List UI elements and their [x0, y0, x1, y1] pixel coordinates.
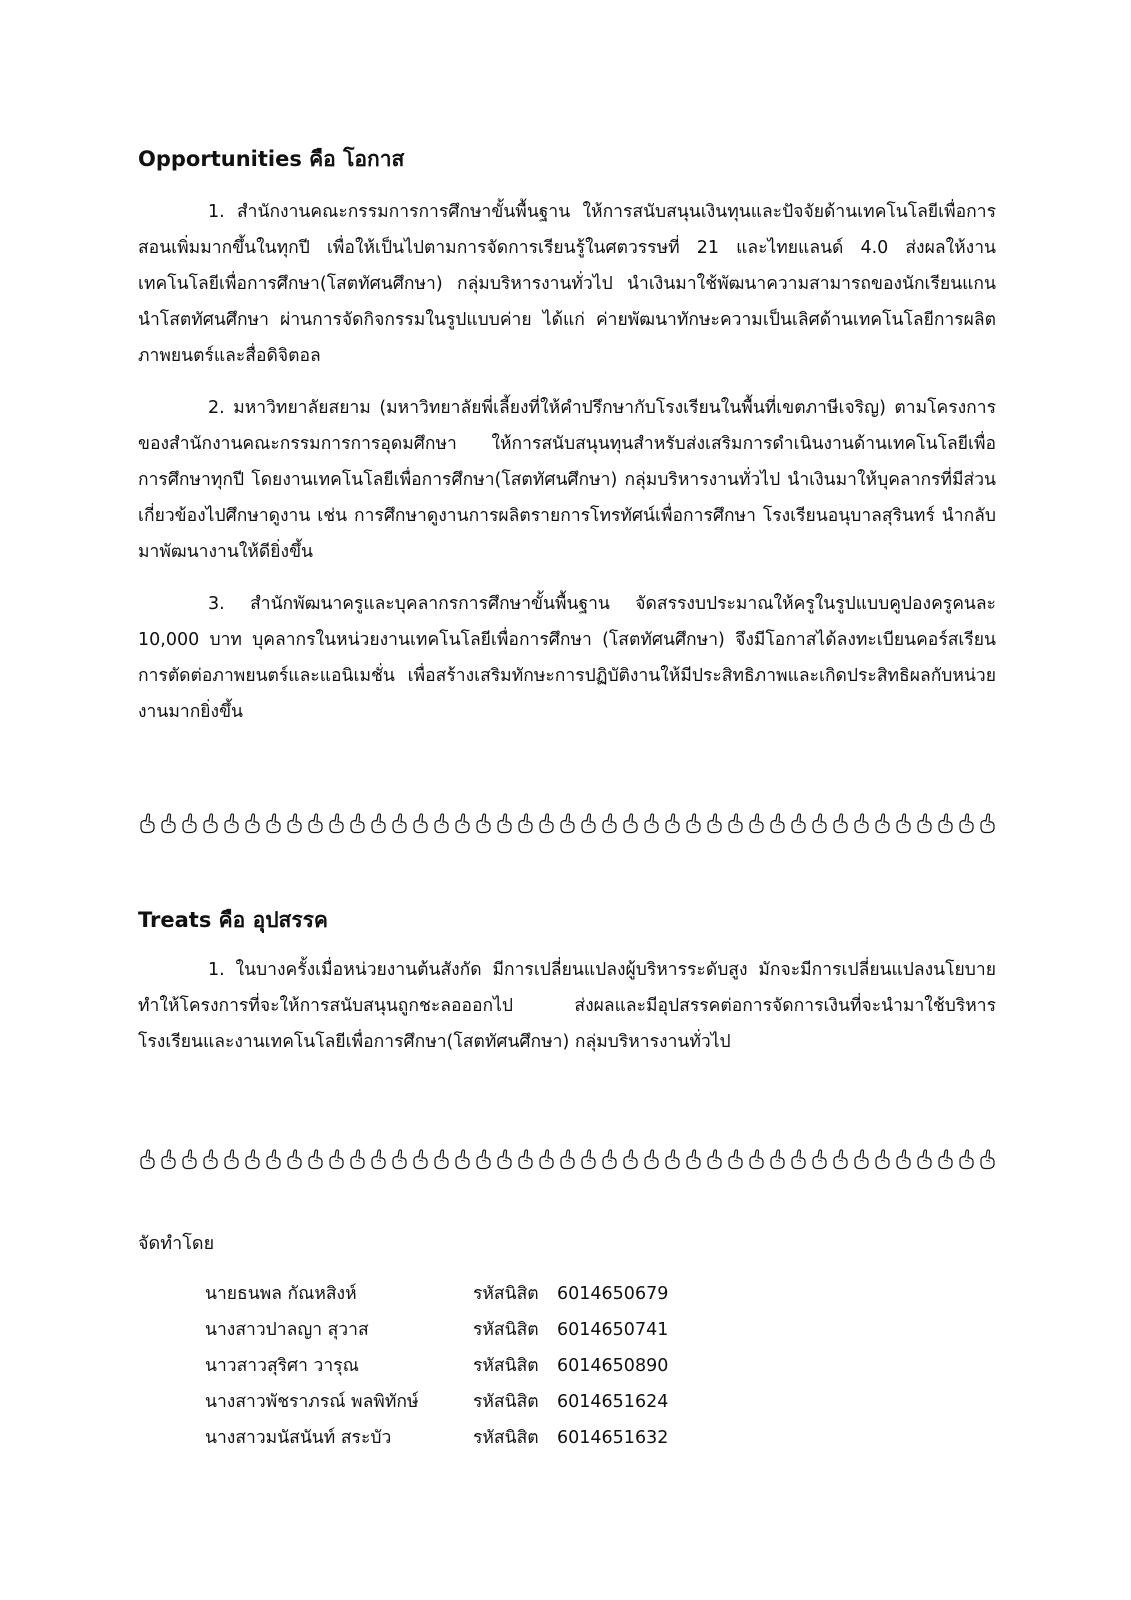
threat-paragraph: 1. ในบางครั้งเมื่อหน่วยงานต้นสังกัด มีการเปลี่ยนแปลงผู้บริหารระดับสูง มักจะมีการเปลี่ยนแปลงนโยบายทำให้โครงการที่จะให้การสนับสนุนถูกชะลอออกไป ส่งผลและมีอุปสรรคต่อการจัดการเงินที่จะนำมาใช้บริหารโรงเรียนและงานเทคโนโลยีเพื่อการศึกษา(โสตทัศนศึกษา) กลุ่มบริหารงานทั่วไป — [138, 960, 996, 1052]
pointing-hand-icon — [684, 812, 702, 834]
pointing-hand-icon — [264, 1148, 282, 1170]
pointing-hand-icon — [348, 812, 366, 834]
student-id-label: รหัสนิสิต — [473, 1356, 539, 1376]
credits-list — [205, 1276, 668, 1456]
pointing-hand-icon — [600, 812, 618, 834]
pointing-hand-icon — [285, 812, 303, 834]
pointing-hand-icon — [768, 1148, 786, 1170]
pointing-hand-icon — [579, 1148, 597, 1170]
pointing-hand-icon — [222, 812, 240, 834]
opportunity-paragraph: 1. สำนักงานคณะกรรมการการศึกษาขั้นพื้นฐาน ให้การสนับสนุนเงินทุนและปัจจัยด้านเทคโนโลยีเพื่อการสอนเพิ่มมากขึ้นในทุกปี เพื่อให้เป็นไปตามการจัดการเรียนรู้ในศตวรรษที่ 21 และไทยแลนด์ 4.0 ส่งผลให้งานเทคโนโลยีเพื่อการศึกษา(โสตทัศนศึกษา) กลุ่มบริหารงานทั่วไป นำเงินมาใช้พัฒนาความสามารถของนักเรียนแกนนำโสตทัศนศึกษา ผ่านการจัดกิจกรรมในรูปแบบค่าย ได้แก่ ค่ายพัฒนาทักษะความเป็นเลิศด้านเทคโนโลยีการผลิตภาพยนตร์และสื่อดิจิตอล — [138, 202, 996, 366]
pointing-hand-icon — [243, 812, 261, 834]
pointing-hand-icon — [537, 1148, 555, 1170]
student-id: 6014650890 — [557, 1356, 669, 1376]
pointing-hand-icon — [516, 1148, 534, 1170]
pointing-hand-icon — [453, 812, 471, 834]
pointing-hand-icon — [327, 812, 345, 834]
pointing-hand-icon — [852, 1148, 870, 1170]
pointing-hand-icon — [915, 812, 933, 834]
opportunities-heading: Opportunities คือ โอกาส — [138, 147, 405, 171]
pointing-hand-icon — [558, 1148, 576, 1170]
pointing-hand-icon — [180, 1148, 198, 1170]
credit-row — [205, 1348, 668, 1384]
pointing-hand-icon — [138, 812, 156, 834]
pointing-hand-icon — [390, 812, 408, 834]
pointing-hand-icon — [390, 1148, 408, 1170]
pointing-hand-icon — [915, 1148, 933, 1170]
pointing-hand-icon — [873, 1148, 891, 1170]
pointing-hand-icon — [831, 1148, 849, 1170]
opportunity-paragraph: 2. มหาวิทยาลัยสยาม (มหาวิทยาลัยพี่เลี้ยงที่ให้คำปรึกษากับโรงเรียนในพื้นที่เขตภาษีเจริญ) ตามโครงการของสำนักงานคณะกรรมการการอุดมศึกษา ให้การสนับสนุนทุนสำหรับส่งเสริมการดำเนินงานด้านเทคโนโลยีเพื่อ การศึกษาทุกปี โดยงานเทคโนโลยีเพื่อการศึกษา(โสตทัศนศึกษา) กลุ่มบริหารงานทั่วไป นำเงินมาให้บุคลากรที่มีส่วนเกี่ยวข้องไปศึกษาดูงาน เช่น การศึกษาดูงานการผลิตรายการโทรทัศน์เพื่อการศึกษา โรงเรียนอนุบาลสุรินทร์ นำกลับมาพัฒนางานให้ดียิ่งขึ้น — [138, 398, 996, 562]
pointing-hand-icon — [663, 1148, 681, 1170]
credit-row — [205, 1276, 668, 1312]
pointing-hand-icon — [978, 812, 996, 834]
student-id: 6014651624 — [557, 1392, 669, 1412]
decorative-divider — [138, 812, 998, 838]
pointing-hand-icon — [894, 1148, 912, 1170]
pointing-hand-icon — [621, 1148, 639, 1170]
pointing-hand-icon — [789, 1148, 807, 1170]
pointing-hand-icon — [306, 1148, 324, 1170]
pointing-hand-icon — [894, 812, 912, 834]
credit-row — [205, 1384, 668, 1420]
pointing-hand-icon — [201, 1148, 219, 1170]
pointing-hand-icon — [516, 812, 534, 834]
pointing-hand-icon — [306, 812, 324, 834]
pointing-hand-icon — [600, 1148, 618, 1170]
pointing-hand-icon — [537, 812, 555, 834]
pointing-hand-icon — [726, 1148, 744, 1170]
pointing-hand-icon — [936, 812, 954, 834]
student-id: 6014650741 — [557, 1320, 669, 1340]
pointing-hand-icon — [348, 1148, 366, 1170]
pointing-hand-icon — [159, 1148, 177, 1170]
student-id: 6014651632 — [557, 1428, 669, 1448]
pointing-hand-icon — [642, 1148, 660, 1170]
member-name: นางสาวมนัสนันท์ สระบัว — [205, 1428, 392, 1448]
pointing-hand-icon — [621, 812, 639, 834]
pointing-hand-icon — [180, 812, 198, 834]
pointing-hand-icon — [138, 1148, 156, 1170]
pointing-hand-icon — [432, 1148, 450, 1170]
pointing-hand-icon — [369, 1148, 387, 1170]
pointing-hand-icon — [810, 812, 828, 834]
pointing-hand-icon — [747, 812, 765, 834]
pointing-hand-icon — [936, 1148, 954, 1170]
member-name: นายธนพล กัณหสิงห์ — [205, 1284, 357, 1304]
pointing-hand-icon — [453, 1148, 471, 1170]
pointing-hand-icon — [579, 812, 597, 834]
pointing-hand-icon — [285, 1148, 303, 1170]
pointing-hand-icon — [873, 812, 891, 834]
pointing-hand-icon — [432, 812, 450, 834]
credits-title: จัดทำโดย — [138, 1233, 215, 1254]
pointing-hand-icon — [411, 1148, 429, 1170]
member-name: นางสาวปาลญา สุวาส — [205, 1320, 369, 1340]
student-id-label: รหัสนิสิต — [473, 1284, 539, 1304]
pointing-hand-icon — [495, 812, 513, 834]
opportunity-paragraph: 3. สำนักพัฒนาครูและบุคลากรการศึกษาขั้นพื้นฐาน จัดสรรงบประมาณให้ครูในรูปแบบคูปองครูคนละ 10,000 บาท บุคลากรในหน่วยงานเทคโนโลยีเพื่อการศึกษา (โสตทัศนศึกษา) จึงมีโอกาสได้ลงทะเบียนคอร์สเรียนการตัดต่อภาพยนตร์และแอนิเมชั่น เพื่อสร้างเสริมทักษะการปฏิบัติงานให้มีประสิทธิภาพและเกิดประสิทธิผลกับหน่วยงานมากยิ่งขึ้น — [138, 594, 996, 722]
credit-row — [205, 1420, 668, 1456]
pointing-hand-icon — [789, 812, 807, 834]
pointing-hand-icon — [957, 1148, 975, 1170]
pointing-hand-icon — [978, 1148, 996, 1170]
member-name: นาวสาวสุริศา วารุณ — [205, 1356, 359, 1376]
pointing-hand-icon — [222, 1148, 240, 1170]
credit-row — [205, 1312, 668, 1348]
pointing-hand-icon — [831, 812, 849, 834]
pointing-hand-icon — [957, 812, 975, 834]
pointing-hand-icon — [495, 1148, 513, 1170]
pointing-hand-icon — [684, 1148, 702, 1170]
pointing-hand-icon — [642, 812, 660, 834]
pointing-hand-icon — [264, 812, 282, 834]
pointing-hand-icon — [810, 1148, 828, 1170]
threats-body — [138, 952, 996, 1076]
opportunities-body — [138, 194, 996, 746]
student-id-label: รหัสนิสิต — [473, 1320, 539, 1340]
pointing-hand-icon — [201, 812, 219, 834]
pointing-hand-icon — [768, 812, 786, 834]
pointing-hand-icon — [327, 1148, 345, 1170]
pointing-hand-icon — [747, 1148, 765, 1170]
pointing-hand-icon — [474, 1148, 492, 1170]
pointing-hand-icon — [474, 812, 492, 834]
pointing-hand-icon — [705, 812, 723, 834]
pointing-hand-icon — [726, 812, 744, 834]
decorative-divider — [138, 1148, 998, 1174]
pointing-hand-icon — [159, 812, 177, 834]
student-id-label: รหัสนิสิต — [473, 1392, 539, 1412]
member-name: นางสาวพัชราภรณ์ พลพิทักษ์ — [205, 1392, 419, 1412]
pointing-hand-icon — [243, 1148, 261, 1170]
pointing-hand-icon — [411, 812, 429, 834]
threats-heading: Treats คือ อุปสรรค — [138, 908, 328, 932]
pointing-hand-icon — [558, 812, 576, 834]
pointing-hand-icon — [663, 812, 681, 834]
pointing-hand-icon — [369, 812, 387, 834]
pointing-hand-icon — [852, 812, 870, 834]
student-id: 6014650679 — [557, 1284, 669, 1304]
pointing-hand-icon — [705, 1148, 723, 1170]
student-id-label: รหัสนิสิต — [473, 1428, 539, 1448]
